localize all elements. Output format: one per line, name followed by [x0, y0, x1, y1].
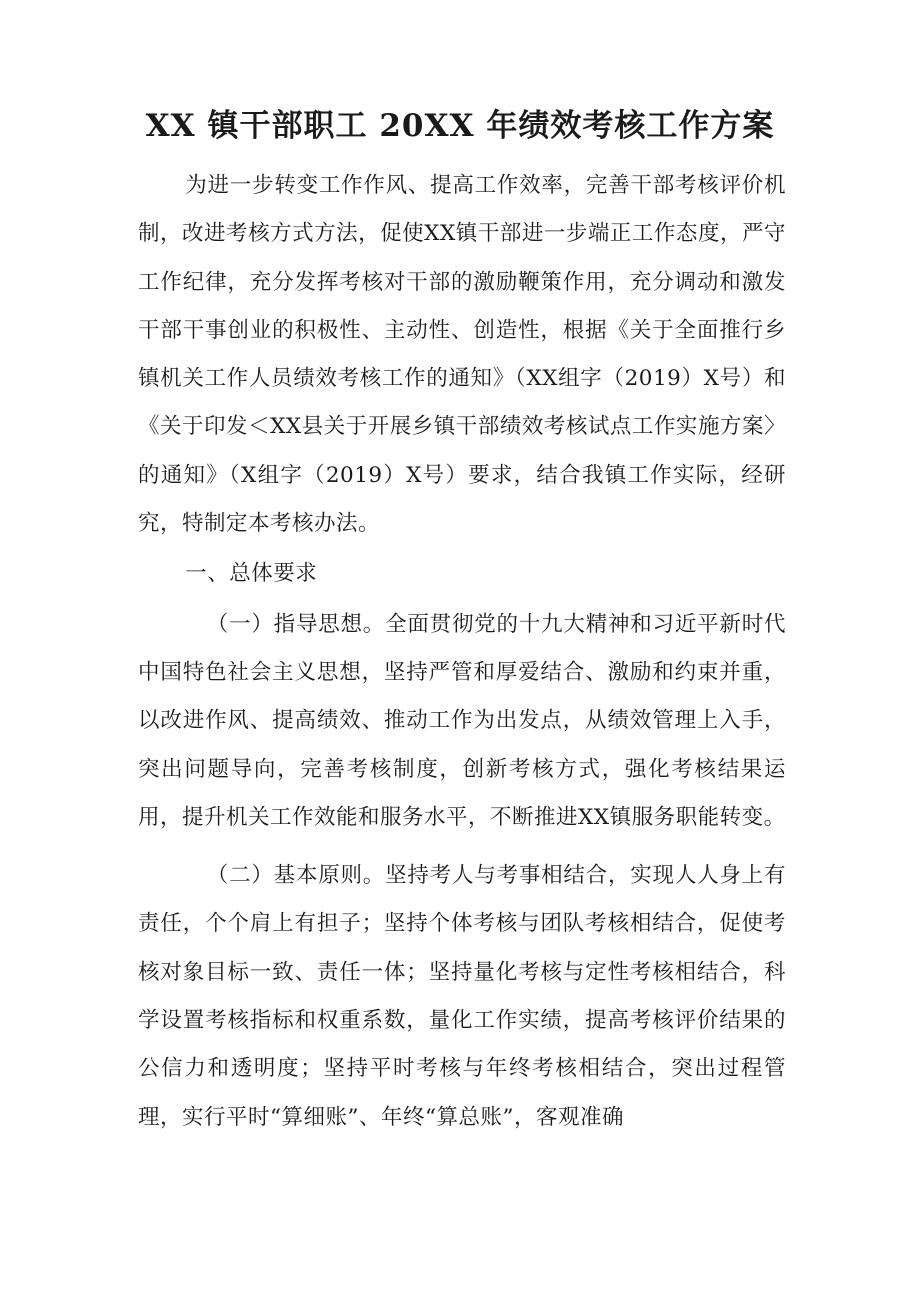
paragraph-guiding-ideology: （一）指导思想。全面贯彻党的十九大精神和习近平新时代中国特色社会主义思想，坚持严管和厚爱结合、激励和约束并重，以改进作风、提高绩效、推动工作为出发点，从绩效管理上入手，突出问题导向，完善考核制度，创新考核方式，强化考核结果运用，提升机关工作效能和服务水平，不断推进XX镇服务职能转变。: [138, 611, 786, 830]
document-body: [138, 162, 786, 1142]
paragraph-basic-principles: （二）基本原则。坚持考人与考事相结合，实现人人身上有责任，个个肩上有担子；坚持个体考核与团队考核相结合，促使考核对象目标一致、责任一体；坚持量化考核与定性考核相结合，科学设置考核指标和权重系数，量化工作实绩，提高考核评价结果的公信力和透明度；坚持平时考核与年终考核相结合，突出过程管理，实行平时“算细账”、年终“算总账”，客观准确: [138, 863, 786, 1130]
paragraph-intro: 为进一步转变工作作风、提高工作效率，完善干部考核评价机制，改进考核方式方法，促使XX镇干部进一步端正工作态度，严守工作纪律，充分发挥考核对干部的激励鞭策作用，充分调动和激发干部干事创业的积极性、主动性、创造性，根据《关于全面推行乡镇机关工作人员绩效考核工作的通知》（XX组字（2019）X号）和《关于印发＜XX县关于开展乡镇干部绩效考核试点工作实施方案〉的通知》（X组字（2019）X号）要求，结合我镇工作实际，经研究，特制定本考核办法。: [138, 173, 786, 537]
document-title: XX 镇干部职工 20XX 年绩效考核工作方案: [145, 108, 775, 144]
section-heading-general-requirements: 一、总体要求: [185, 561, 318, 587]
